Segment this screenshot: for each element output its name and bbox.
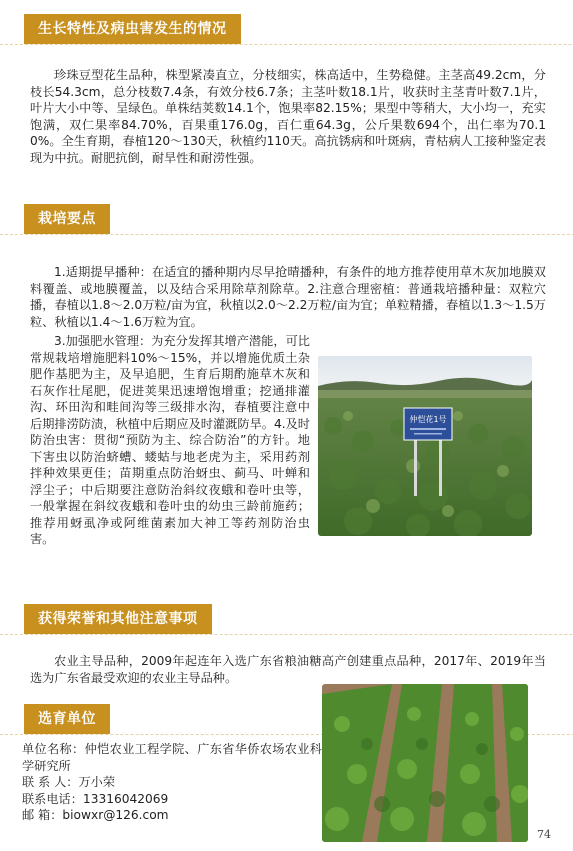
page-number: 74 [537,828,551,841]
growth-paragraph: 珍珠豆型花生品种，株型紧凑直立，分枝细实，株高适中，生势稳健。主茎高49.2cm，分枝长54.3cm，总分枝数7.4条，有效分枝6.7条；主茎叶数18.1片，收获时主茎青叶数7.1片，叶片大小中等、呈绿色。单株结荚数14.1个，饱果率82.15%；果型中等稍大，大小均一，充实饱满，双仁果率84.70%，百果重176.0g，百仁重64.3g，公斤果数694个，出仁率为70.10%。全生育期，春植120～130天，秋植约110天。高抗锈病和叶斑病，青枯病人工接种鉴定表现为中抗。耐肥抗倒，耐旱性和耐涝性强。 [30,68,546,165]
growth-text [30,67,546,166]
section-title-breeder: 选育单位 [24,704,110,734]
peanut-field-image [318,356,532,536]
section-title-cultivation: 栽培要点 [24,204,110,234]
honors-paragraph: 农业主导品种，2009年起连年入选广东省粮油糖高产创建重点品种，2017年、2019年当选为广东省最受欢迎的农业主导品种。 [30,654,546,685]
breeder-phone: 联系电话：13316042069 [22,791,169,806]
breeder-email: 邮 箱：biowxr@126.com [22,808,169,822]
cultivation-paragraph-1: 1.适期提早播种：在适宜的播种期内尽早抢晴播种，有条件的地方推荐使用草木灰加地膜双料覆盖、或地膜覆盖，以及结合采用除草剂除草。2.注意合理密植：普通栽培播种量：双粒穴播，春植以1.8～2.0万粒/亩为宜，秋植以2.0～2.2万粒/亩为宜；单粒精播，春植以1.3～1.5万粒、秋植以1.4～1.6万粒为宜。 [30,265,546,329]
peanut-field-photo [318,356,532,536]
seedling-rows-image [322,684,528,842]
cultivation-text-2 [30,333,310,548]
breeder-unit: 单位名称：仲恺农业工程学院、广东省华侨农场农业科学研究所 [22,742,322,773]
honors-text [30,653,546,686]
seedling-rows-photo [322,684,528,842]
section-title-honors: 获得荣誉和其他注意事项 [24,604,212,634]
breeder-info [22,741,322,824]
section-title-growth: 生长特性及病虫害发生的情况 [24,14,241,44]
cultivation-text-1 [30,264,546,330]
cultivation-paragraph-2: 3.加强肥水管理：为充分发挥其增产潜能，可比常规栽培增施肥料10%～15%，并以增施优质土杂肥作基肥为主，及早追肥，生育后期酌施草木灰和石灰作壮尾肥，促进荚果迅速增饱增重；挖通排灌沟、环田沟和畦间沟等三级排水沟，春植要注意中后期排涝防渍，秋植中后期应及时灌溉防旱。4.及时防治虫害：贯彻“预防为主、综合防治”的方针。地下害虫以防治蛴螬、蝼蛄与地老虎为主，采用药剂拌种效果更佳；苗期重点防治蚜虫、蓟马、叶蝉和浮尘子；中后期要注意防治斜纹夜蛾和卷叶虫等，一般掌握在斜纹夜蛾和卷叶虫的幼虫三龄前施药；推荐用蚜虱净或阿维菌素加大神工等药剂防治虫害。 [30,334,310,546]
sign-text: 仲恺花1号 [409,415,447,424]
breeder-contact: 联 系 人：万小荣 [22,775,116,789]
